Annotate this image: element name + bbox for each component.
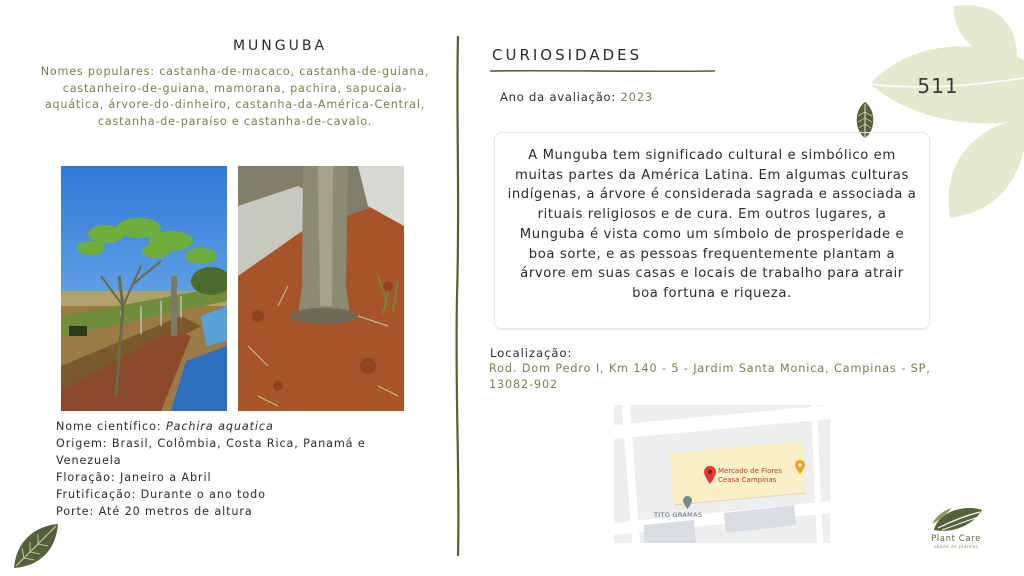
popular-names: Nomes populares: castanha-de-macaco, castanha-de-guiana, castanheiro-de-guiana, mamorana, pachira, sapucaia-aquática, árvore-do-dinheiro, castanha-da-América-Central, castanha-de-paraíso e castanha-de-cavalo. (40, 65, 430, 128)
map-pin-icon (795, 460, 805, 474)
map-pin-icon (704, 466, 716, 484)
title-underline (490, 69, 715, 73)
map-place-label: Mercado de Flores Ceasa Campinas (718, 467, 783, 484)
badge-number: 511 (917, 74, 959, 98)
tree-photo (61, 166, 227, 411)
location-label: Localização: (490, 346, 573, 360)
evaluation-year: Ano da avaliação: 2023 (500, 90, 653, 104)
curiosities-text: A Munguba tem significado cultural e simbólico em muitas partes da América Latina. Em algumas culturas indígenas, a árvore é considerada sagrada e associada a rituais religiosos e de cura. Em outros lugares, a Munguba é vista como um símbolo de prosperidade e boa sorte, e as pessoas frequentemente plantam a árvore em suas casas e locais de trabalho para atrair boa fortuna e riqueza. (494, 132, 930, 329)
scientific-name: Nome científico: Pachira aquatica (56, 420, 274, 433)
location-address: Rod. Dom Pedro I, Km 140 - 5 - Jardim Santa Monica, Campinas - SP, 13082-902 (489, 362, 931, 391)
brand-tagline: saúde às plantas (933, 545, 979, 550)
plant-facts (56, 418, 416, 520)
divider (452, 36, 464, 556)
map-label: TITO GRAMAS (654, 511, 703, 519)
plant-name: MUNGUBA (232, 38, 328, 54)
location-map[interactable] (614, 405, 830, 543)
section-title: CURIOSIDADES (492, 46, 643, 64)
brand-name: Plant Care (931, 534, 981, 544)
origin: Origem: Brasil, Colômbia, Costa Rica, Panamá e Venezuela (56, 437, 366, 467)
trunk-photo (238, 166, 404, 411)
leaf-icon (10, 520, 62, 572)
fruiting: Frutificação: Durante o ano todo (56, 488, 266, 501)
flowering: Floração: Janeiro a Abril (56, 471, 212, 484)
size: Porte: Até 20 metros de altura (56, 505, 253, 518)
map-pin-icon (683, 496, 692, 509)
